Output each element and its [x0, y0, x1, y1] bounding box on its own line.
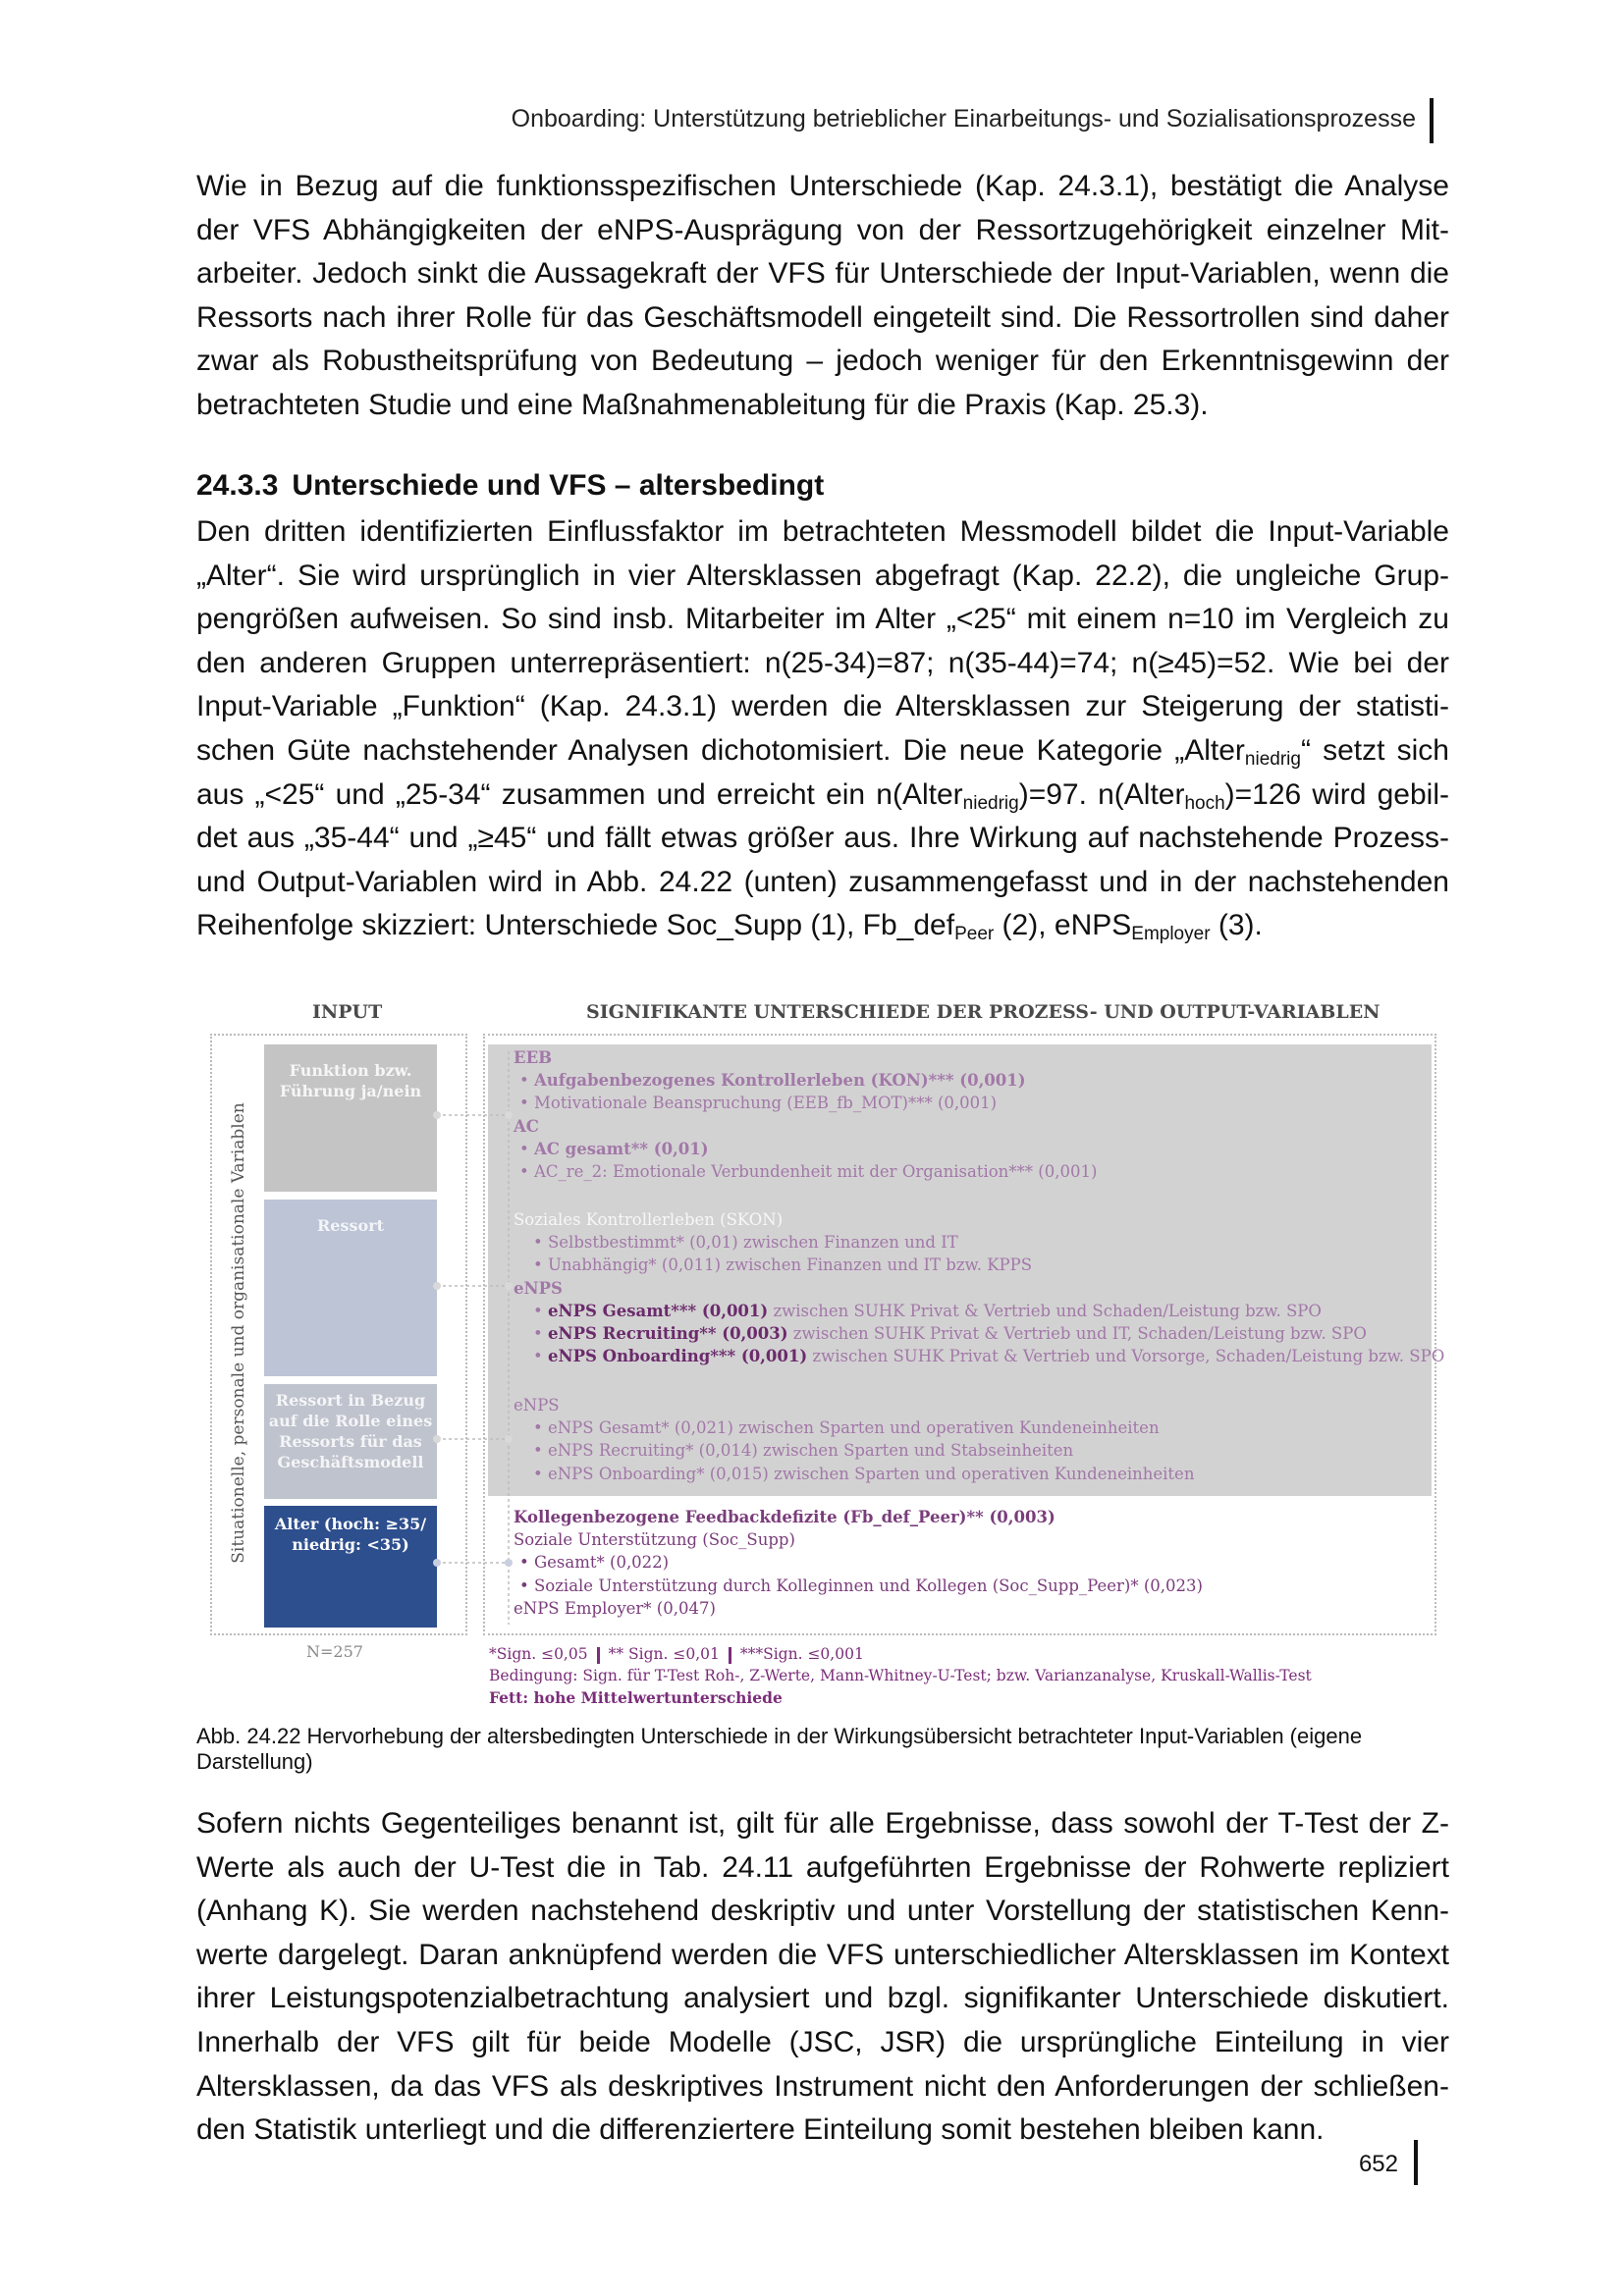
figure-input-label: INPUT	[312, 1001, 383, 1023]
bullet-soc-peer: • Soziale Unterstützung durch Kolleginnen und Kollegen (Soc_Supp_Peer)* (0,023)	[519, 1575, 1203, 1595]
label-eeb: EEB	[514, 1048, 553, 1067]
p2-sub-3: hoch	[1184, 792, 1225, 814]
bullet-selbst: • Selbstbestimmt* (0,01) zwischen Finanzen und IT	[533, 1233, 958, 1253]
p2-sub-2: niedrig	[962, 792, 1019, 814]
label-enps-employer: eNPS Employer* (0,047)	[514, 1598, 716, 1618]
ac-gesamt-text: AC gesamt** (0,01)	[533, 1139, 709, 1158]
figure-significance-label: SIGNIFIKANTE UNTERSCHIEDE DER PROZESS- UND OUTPUT-VARIABLEN	[586, 1001, 1380, 1023]
enps-onboarding-2-text: eNPS Onboarding* (0,015) zwischen Sparten und operativen Kundeneinheiten	[547, 1464, 1195, 1483]
bullet-enps-gesamt: • eNPS Gesamt*** (0,001) zwischen SUHK Privat & Vertrieb und Schaden/Leistung bzw. SPO	[533, 1301, 1322, 1320]
legend-separator	[597, 1647, 600, 1664]
enps-onboarding-bold: eNPS Onboarding*** (0,001)	[547, 1347, 808, 1366]
legend-condition: Bedingung: Sign. für T-Test Roh-, Z-Werte, Mann-Whitney-U-Test; bzw. Varianzanalyse, Kruskall-Wallis-Test	[489, 1667, 1312, 1684]
results-group-alter	[514, 1506, 1203, 1620]
label-enps: eNPS	[514, 1278, 563, 1298]
p2-text-1: Den dritten identifizierten Einflussfaktor im betrachteten Messmodell bildet die Input-Variable „Alter“. Sie wird ursprünglich in vier Altersklassen abgefragt (Kap. 22.2), die ungleiche Gruppengrößen aufweisen. So sind insb. Mitarbeiter im Alter „<25“ mit einem n=10 im Vergleich zu den anderen Gruppen unterrepräsentiert: n(25-34)=87; n(35-44)=74; n(≥45)=52. Wie bei der Input-Variable „Funktion“ (Kap. 24.3.1) werden die Altersklassen zur Steigerung der statistischen Güte nachstehender Analysen dichotomisiert. Die neue Kategorie „Alter	[196, 515, 1449, 767]
p2-sub-1: niedrig	[1244, 748, 1301, 770]
enps-recruiting-rest: zwischen SUHK Privat & Vertrieb und IT, Schaden/Leistung bzw. SPO	[787, 1324, 1367, 1344]
input-box-alter: Alter (hoch: ≥35/ niedrig: <35)	[264, 1506, 437, 1628]
enps-gesamt-rest: zwischen SUHK Privat & Vertrieb und Schaden/Leistung bzw. SPO	[768, 1301, 1322, 1320]
page-number: 652	[1358, 2151, 1398, 2177]
input-box-ressort-rolle: Ressort in Bezug auf die Rolle eines Ressorts für das Geschäftsmodell	[264, 1384, 437, 1499]
p2-text-4: )=126 wird gebildet aus „35-44“ und „≥45“ und fällt etwas größer aus. Ihre Wirkung auf nachstehende Prozess- und Output-Variablen wird in Abb. 24.22 (unten) zusammengefasst und in der nachstehenden Reihenfolge skizziert: Unterschiede Soc_Supp (1), Fb_def	[196, 777, 1449, 942]
soc-gesamt-text: Gesamt* (0,022)	[533, 1553, 670, 1573]
unabh-text: Unabhängig* (0,011) zwischen Finanzen und IT bzw. KPPS	[547, 1255, 1033, 1275]
bullet-enps-gesamt-2: • eNPS Gesamt* (0,021) zwischen Sparten und operativen Kundeneinheiten	[533, 1418, 1160, 1438]
selbst-text: Selbstbestimmt* (0,01) zwischen Finanzen und IT	[547, 1233, 958, 1253]
p2-sub-4: Peer	[954, 924, 995, 945]
legend-bold-note: Fett: hohe Mittelwertunterschiede	[489, 1688, 783, 1707]
enps-gesamt-bold: eNPS Gesamt*** (0,001)	[547, 1301, 769, 1320]
results-group-funktion	[514, 1046, 1097, 1183]
enps-gesamt-2-text: eNPS Gesamt* (0,021) zwischen Sparten und operativen Kundeneinheiten	[547, 1418, 1160, 1438]
bullet-unabh: • Unabhängig* (0,011) zwischen Finanzen und IT bzw. KPPS	[533, 1255, 1033, 1275]
running-header: Onboarding: Unterstützung betrieblicher Einarbeitungs- und Sozialisationsprozesse	[511, 105, 1416, 133]
enps-recruiting-2-text: eNPS Recruiting* (0,014) zwischen Sparten und Stabseinheiten	[547, 1441, 1074, 1461]
legend-separator	[729, 1647, 731, 1664]
legend-sig-2: ** Sign. ≤0,01	[608, 1645, 720, 1663]
section-title: Unterschiede und VFS – altersbedingt	[292, 469, 825, 502]
p2-text-3: )=97. n(Alter	[1018, 777, 1185, 811]
results-group-ressort-rolle	[514, 1394, 1194, 1485]
vertical-axis-label: Situationelle, personale und organisationale Variablen	[229, 1102, 248, 1564]
label-fb-def-peer: Kollegenbezogene Feedbackdefizite (Fb_def_Peer)** (0,003)	[514, 1508, 1056, 1526]
paragraph-3: Sofern nichts Gegenteiliges benannt ist, gilt für alle Ergebnisse, dass sowohl der T-Test der Z-Werte als auch der U-Test die in Tab. 24.11 aufgeführten Ergebnisse der Rohwerte repliziert (Anhang K). Sie werden nachstehend deskriptiv und unter Vorstellung der statistischen Kennwerte dargelegt. Daran anknüpfend werden die VFS unterschiedlicher Altersklassen im Kontext ihrer Leistungspotenzialbetrachtung analysiert und bzgl. signifikanter Unterschiede diskutiert. Innerhalb der VFS gilt für beide Modelle (JSC, JSR) die ursprüngliche Einteilung in vier Altersklassen, da das VFS als deskriptives Instrument nicht den Anforderungen der schließenden Statistik unterliegt und die differenziertere Einteilung somit bestehen bleiben kann.	[196, 1807, 1449, 2147]
results-group-ressort	[514, 1208, 1444, 1367]
bullet-ac-re: • AC_re_2: Emotionale Verbundenheit mit der Organisation*** (0,001)	[519, 1162, 1098, 1182]
mot-text: Motivationale Beanspruchung (EEB_fb_MOT)*** (0,001)	[533, 1094, 998, 1113]
input-box-ressort: Ressort	[264, 1200, 437, 1376]
bullet-enps-onboarding-2: • eNPS Onboarding* (0,015) zwischen Sparten und operativen Kundeneinheiten	[533, 1464, 1195, 1483]
bullet-ac-gesamt: • AC gesamt** (0,01)	[519, 1139, 709, 1158]
p2-sub-5: Employer	[1131, 924, 1211, 945]
bullet-enps-recruiting-2: • eNPS Recruiting* (0,014) zwischen Sparten und Stabseinheiten	[533, 1441, 1074, 1461]
p2-text-6: (3).	[1210, 909, 1263, 942]
p2-text-2: “ setzt sich aus „<25“ und „25-34“ zusammen und erreicht ein n(Alter	[196, 733, 1449, 811]
legend-sig-1: *Sign. ≤0,05	[489, 1645, 588, 1663]
footer-rule	[1414, 2140, 1418, 2185]
legend-significance	[489, 1645, 864, 1664]
label-enps-2: eNPS	[514, 1396, 560, 1415]
bullet-enps-onboarding: • eNPS Onboarding*** (0,001) zwischen SUHK Privat & Vertrieb und Vorsorge, Schaden/Leistung bzw. SPO	[533, 1347, 1445, 1366]
bullet-enps-recruiting: • eNPS Recruiting** (0,003) zwischen SUHK Privat & Vertrieb und IT, Schaden/Leistung bzw. SPO	[533, 1324, 1367, 1344]
sample-size-label: N=257	[306, 1642, 363, 1661]
bullet-kon: • Aufgabenbezogenes Kontrollerleben (KON)*** (0,001)	[519, 1071, 1026, 1091]
enps-recruiting-bold: eNPS Recruiting** (0,003)	[547, 1324, 788, 1344]
input-box-funktion: Funktion bzw. Führung ja/nein	[264, 1044, 437, 1192]
label-skon: Soziales Kontrollerleben (SKON)	[514, 1210, 784, 1229]
paragraph-1: Wie in Bezug auf die funktionsspezifischen Unterschiede (Kap. 24.3.1), bestätigt die Analyse der VFS Abhängigkeiten der eNPS-Ausprägung von der Ressortzugehörigkeit einzelner Mitarbeiter. Jedoch sinkt die Aussagekraft der VFS für Unterschiede der Input-Variablen, wenn die Ressorts nach ihrer Rolle für das Geschäftsmodell eingeteilt sind. Die Ressortrollen sind daher zwar als Robustheitsprüfung von Bedeutung – jedoch weniger für den Erkenntnisgewinn der betrachteten Studie und eine Maßnahmenableitung für die Praxis (Kap. 25.3).	[196, 170, 1449, 421]
section-number: 24.3.3	[196, 469, 279, 502]
enps-onboarding-rest: zwischen SUHK Privat & Vertrieb und Vorsorge, Schaden/Leistung bzw. SPO	[807, 1347, 1445, 1366]
bullet-soc-gesamt: • Gesamt* (0,022)	[519, 1553, 670, 1573]
label-soc-supp: Soziale Unterstützung (Soc_Supp)	[514, 1530, 795, 1550]
kon-text: Aufgabenbezogenes Kontrollerleben (KON)*** (0,001)	[533, 1071, 1026, 1091]
p2-text-5: (2), eNPS	[994, 909, 1132, 942]
label-ac: AC	[514, 1116, 539, 1136]
ac-re-text: AC_re_2: Emotionale Verbundenheit mit der Organisation*** (0,001)	[533, 1162, 1098, 1182]
legend-sig-3: ***Sign. ≤0,001	[739, 1645, 864, 1663]
soc-peer-text: Soziale Unterstützung durch Kolleginnen und Kollegen (Soc_Supp_Peer)* (0,023)	[533, 1575, 1203, 1595]
figure-caption: Abb. 24.22 Hervorhebung der altersbedingten Unterschiede in der Wirkungsübersicht betrachteter Input-Variablen (eigene Darstellung)	[196, 1724, 1363, 1774]
bullet-mot: • Motivationale Beanspruchung (EEB_fb_MOT)*** (0,001)	[519, 1094, 998, 1113]
